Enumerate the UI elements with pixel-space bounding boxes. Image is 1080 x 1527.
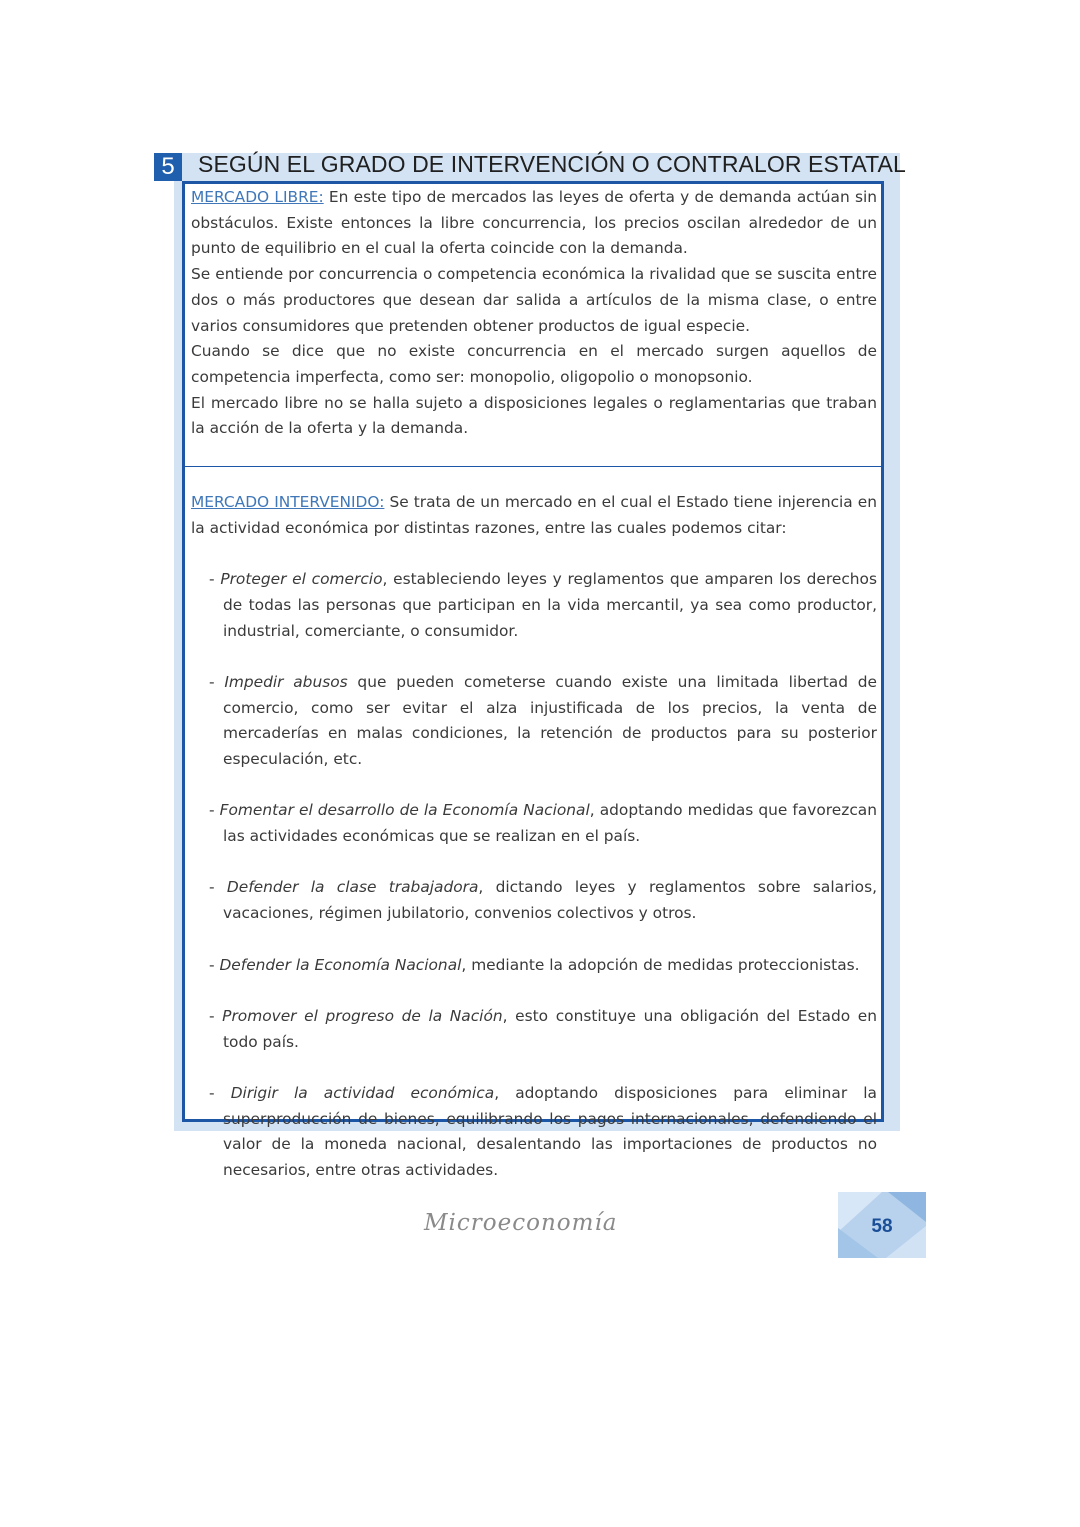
intervention-item-text: , adoptando medidas que favorezcan las actividades económicas que se realizan en el país. <box>223 801 877 846</box>
intervention-item-lead: Defender la Economía Nacional <box>219 955 462 974</box>
intervention-item-text: , dictando leyes y reglamentos sobre salarios, vacaciones, régimen jubilatorio, convenios colectivos y otros. <box>223 878 878 923</box>
footer-book-title: Microeconomía <box>424 1210 618 1236</box>
mercado-intervenido-text <box>191 490 877 1184</box>
intervention-item: - Proteger el comercio, estableciendo leyes y reglamentos que amparen los derechos de todas las personas que participan en la vida mercantil, ya sea como productor, industrial, comerciante, o consumidor. <box>209 570 877 640</box>
mercado-libre-paragraph-1 <box>191 185 877 262</box>
intervention-item-text: , adoptando disposiciones para eliminar la superproducción de bienes, equilibrando los pagos internacionales, defendiendo el valor de la moneda nacional, desalentando las importaciones de productos no necesarios, entre otras actividades. <box>223 1084 877 1180</box>
mercado-intervenido-intro <box>191 490 877 541</box>
intervention-item-text: que pueden cometerse cuando existe una limitada libertad de comercio, como ser evitar el alza injustificada de los precios, la venta de mercaderías en malas condiciones, la retención de productos para su posterior especulación, etc. <box>223 672 877 768</box>
section-title: SEGÚN EL GRADO DE INTERVENCIÓN O CONTRALOR ESTATAL <box>198 151 906 177</box>
mercado-intervenido-term: MERCADO INTERVENIDO: <box>191 493 385 511</box>
mercado-libre-paragraph-4: El mercado libre no se halla sujeto a disposiciones legales o reglamentarias que traban la acción de la oferta y la demanda. <box>191 393 877 438</box>
mercado-libre-term: MERCADO LIBRE: <box>191 188 324 206</box>
mercado-libre-box <box>182 181 884 468</box>
intervention-item-text: , estableciendo leyes y reglamentos que amparen los derechos de todas las personas que participan en la vida mercantil, ya sea como productor, industrial, comerciante, o consumidor. <box>223 570 877 640</box>
intervention-item-lead: Dirigir la actividad económica <box>230 1084 495 1103</box>
mercado-libre-paragraph-2: Se entiende por concurrencia o competencia económica la rivalidad que se suscita entre dos o más productores que desean dar salida a artículos de la misma clase, o entre varios consumidores que pretenden obtener productos de igual especie. <box>191 265 877 335</box>
intervention-list <box>191 567 877 1184</box>
intervention-item-text: , mediante la adopción de medidas proteccionistas. <box>461 955 860 974</box>
intervention-item-text: , esto constituye una obligación del Estado en todo país. <box>223 1006 878 1051</box>
mercado-intervenido-box <box>182 466 884 1180</box>
mercado-libre-paragraph-3: Cuando se dice que no existe concurrencia en el mercado surgen aquellos de competencia imperfecta, como ser: monopolio, oligopolio o monopsonio. <box>191 342 877 386</box>
intervention-item: - Impedir abusos que pueden cometerse cuando existe una limitada libertad de comercio, como ser evitar el alza injustificada de los precios, la venta de mercaderías en malas condiciones, la retención de productos para su posterior especulación, etc. <box>209 672 877 768</box>
page-number: 58 <box>871 1216 893 1237</box>
mercado-intervenido-definition: Se trata de un mercado en el cual el Estado tiene injerencia en la actividad económica por distintas razones, entre las cuales podemos citar: <box>191 493 877 537</box>
section-number-badge: 5 <box>154 153 182 181</box>
intervention-item-lead: Defender la clase trabajadora <box>226 878 479 897</box>
intervention-item-lead: Impedir abusos <box>224 672 348 691</box>
intervention-item: - Defender la Economía Nacional, mediante la adopción de medidas proteccionistas. <box>209 955 860 974</box>
intervention-item-lead: Promover el progreso de la Nación <box>222 1006 503 1025</box>
intervention-item: - Promover el progreso de la Nación, esto constituye una obligación del Estado en todo país. <box>209 1006 878 1051</box>
intervention-item-lead: Proteger el comercio <box>220 570 383 589</box>
intervention-item: - Defender la clase trabajadora, dictando leyes y reglamentos sobre salarios, vacaciones, régimen jubilatorio, convenios colectivos y otros. <box>209 878 878 923</box>
mercado-libre-text <box>191 185 877 442</box>
intervention-item: - Dirigir la actividad económica, adoptando disposiciones para eliminar la superproducción de bienes, equilibrando los pagos internacionales, defendiendo el valor de la moneda nacional, desalentando las importaciones de productos no necesarios, entre otras actividades. <box>209 1084 877 1180</box>
intervention-item: - Fomentar el desarrollo de la Economía Nacional, adoptando medidas que favorezcan las actividades económicas que se realizan en el país. <box>209 801 877 846</box>
intervention-item-lead: Fomentar el desarrollo de la Economía Nacional <box>219 801 590 820</box>
mercado-libre-definition: En este tipo de mercados las leyes de oferta y de demanda actúan sin obstáculos. Existe entonces la libre concurrencia, los precios oscilan alrededor de un punto de equilibrio en el cual la oferta coincide con la demanda. <box>191 188 877 258</box>
